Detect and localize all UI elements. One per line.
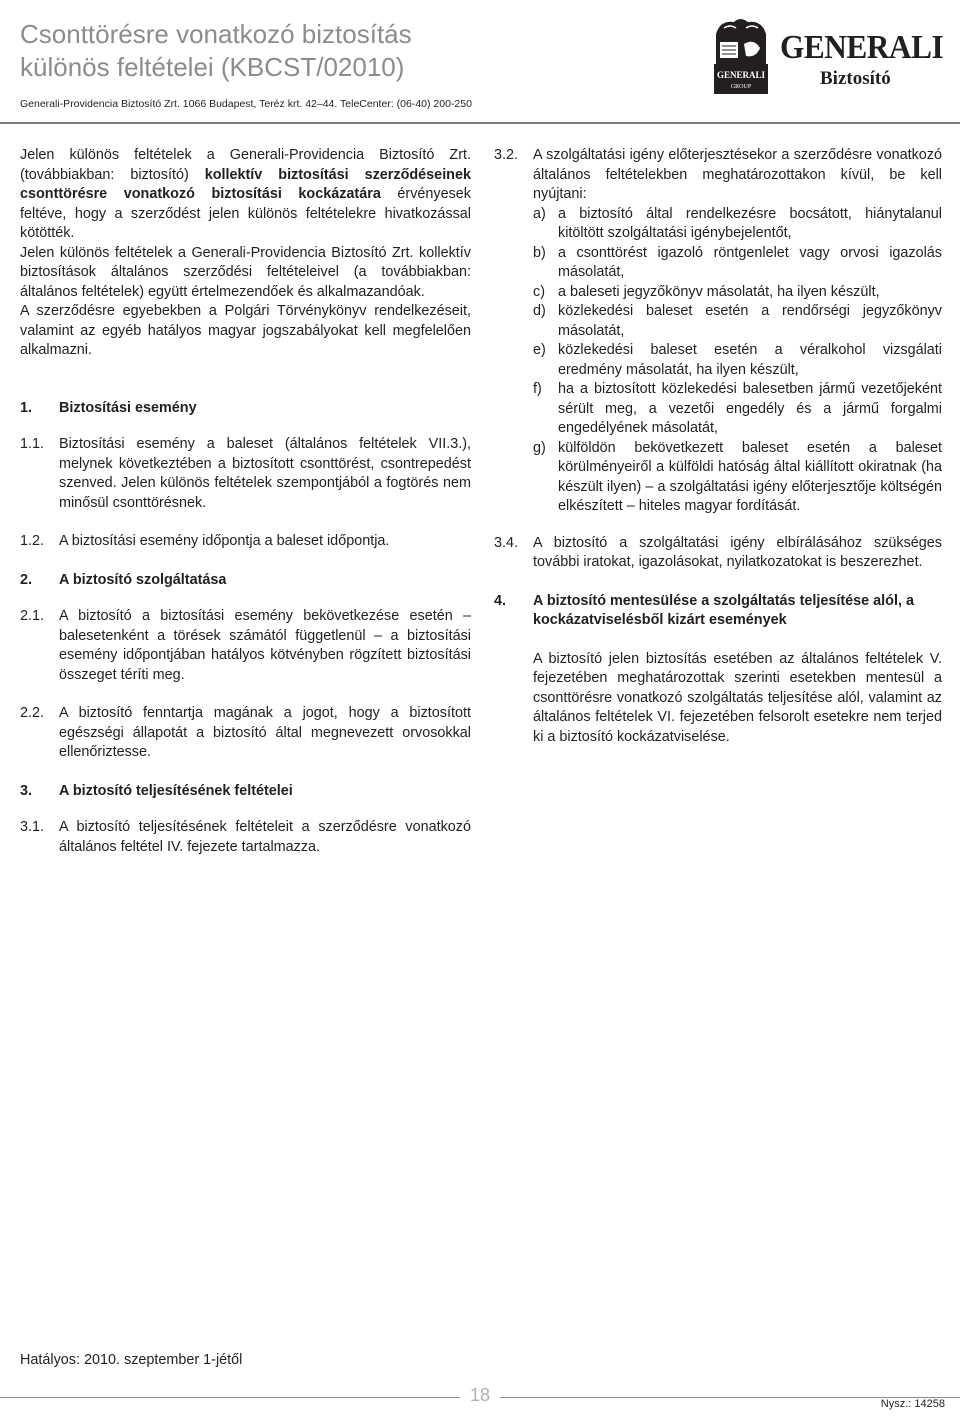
intro-paragraph-2: Jelen különös feltételek a Generali-Providencia Biztosító Zrt. kollektív biztosítások általános szerződési feltételeivel (a továbbiakban: általános feltételek) együtt értelmezendőek és alkalmazandóak. <box>20 244 471 300</box>
header-divider <box>0 122 960 124</box>
page-number: 18 <box>469 1385 491 1405</box>
company-address: Generali-Providencia Biztosító Zrt. 1066 Budapest, Teréz krt. 42–44. TeleCenter: (06-40) 200-250 <box>20 98 472 110</box>
intro-paragraph-3: A szerződésre egyebekben a Polgári Törvénykönyv rendelkezéseit, valamint az egyéb hatályos magyar jogszabályokat kell megfelelően alkalmazni. <box>20 303 471 358</box>
title-line-1: Csonttörésre vonatkozó biztosítás <box>20 19 412 49</box>
section-2-1: 2.1. A biztosító a biztosítási esemény bekövetkezése esetén – balesetenként a törések számától függetlenül – a biztosítási esemény időpontjában hatályos kötvényben rögzített biztosítási összeget téríti meg. <box>20 608 471 683</box>
logo-subtitle: Biztosító <box>820 68 891 89</box>
list-item: f) ha a biztosított közlekedési balesetben jármű vezetőjeként sérült meg, a vezetői engedély és a jármű forgalmi engedélyének másolatát, <box>533 381 942 436</box>
svg-text:GROUP: GROUP <box>730 84 752 90</box>
section-3-4: 3.4. A biztosító a szolgáltatási igény elbírálásához szükséges további iratokat, igazolásokat, nyilatkozatokat is beszerezhet. <box>494 534 942 570</box>
generali-logo <box>710 14 946 98</box>
lion-emblem-icon <box>710 14 772 96</box>
section-3-2: 3.2. A szolgáltatási igény előterjesztésekor a szerződésre vonatkozó általános feltételekben meghatározottakon kívül, be kell nyújtani: a) a biztosító által rendelkezésre bocsátott, hiánytalanul kitöltött szolgáltatási igénybejelentőt, b) a csonttörést igazoló röntgenlelet vagy orvosi igazolás másolatát, c) a baleseti jegyzőkönyv másolatát, ha ilyen készült, d) közlekedési baleset esetén a rendőrségi jegyzőkönyv másolatát, e) közlekedési baleset esetén a véralkohol vizsgálati eredmény másolatát, ha ilyen készült, f) ha a biztosított közlekedési balesetben jármű vezetőjeként sérült meg, a vezetői engedély és a jármű forgalmi engedélyének másolatát, g) külföldön bekövetkezett baleset esetén a baleset körülményeiről a külföldi hatóság által kiállított okiratnak (ha készült ilyen) – a szolgáltatási igény előterjesztője költségén elkészített – hiteles magyar fordítását. <box>494 146 942 517</box>
effective-date: Hatályos: 2010. szeptember 1-jétől <box>20 1352 243 1368</box>
section-3-1: 3.1. A biztosító teljesítésének feltételeit a szerződésre vonatkozó általános feltétel IV. fejezete tartalmazza. <box>20 819 471 855</box>
section-4-heading: 4. A biztosító mentesülése a szolgáltatás teljesítése alól, a kockázatviselésből kizárt események <box>494 592 914 628</box>
section-2-heading: 2. A biztosító szolgáltatása <box>20 571 227 588</box>
list-item: d) közlekedési baleset esetén a rendőrségi jegyzőkönyv másolatát, <box>533 303 942 339</box>
title-line-2: különös feltételei (KBCST/02010) <box>20 52 405 82</box>
registration-number: Nysz.: 14258 <box>880 1398 945 1410</box>
section-1-2: 1.2. A biztosítási esemény időpontja a baleset időpontja. <box>20 533 390 549</box>
section-4-body: A biztosító jelen biztosítás esetében az általános feltételek V. fejezetében meghatározottak szerinti esetekben mentesül a csonttörésre vonatkozó szolgáltatás teljesítése alól, valamint az általános feltételek VI. fejezetében felsorolt esetekre nem terjed ki a biztosító kockázatviselése. <box>533 650 942 745</box>
section-1-heading: 1. Biztosítási esemény <box>20 399 197 416</box>
svg-text:GENERALI: GENERALI <box>716 70 766 80</box>
section-2-2: 2.2. A biztosító fenntartja magának a jogot, hogy a biztosított egészségi állapotát a biztosító által megnevezett orvosokkal ellenőriztesse. <box>20 705 471 760</box>
section-1-1: 1.1. Biztosítási esemény a baleset (általános feltételek VII.3.), melynek következtében a biztosított csonttörést, csontrepedést szenved. Jelen különös feltételek szempontjából a fogtörés nem minősül csonttörésnek. <box>20 436 471 511</box>
right-column <box>494 146 942 747</box>
list-item: e) közlekedési baleset esetén a véralkohol vizsgálati eredmény másolatát, ha ilyen készült, <box>533 342 942 378</box>
section-3-heading: 3. A biztosító teljesítésének feltételei <box>20 782 293 799</box>
list-item: c) a baleseti jegyzőkönyv másolatát, ha ilyen készült, <box>533 283 880 300</box>
left-column <box>20 146 471 857</box>
list-item: g) külföldön bekövetkezett baleset esetén a baleset körülményeiről a külföldi hatóság által kiállított okiratnak (ha készült ilyen) – a szolgáltatási igény előterjesztője költségén elkészített – hiteles magyar fordítását. <box>533 439 942 514</box>
logo-wordmark: GENERALI <box>780 29 944 66</box>
intro-paragraph-1: Jelen különös feltételek a Generali-Providencia Biztosító Zrt. (továbbiakban: biztosító) kollektív biztosítási szerződéseinek csonttörésre vonatkozó biztosítási kockázatára érvényesek feltéve, hogy a szerződést jelen különös feltételekre hivatkozással kötötték. <box>20 147 471 241</box>
list-item: b) a csonttörést igazoló röntgenlelet vagy orvosi igazolás másolatát, <box>533 244 942 280</box>
section-3-2-text: A szolgáltatási igény előterjesztésekor a szerződésre vonatkozó általános feltételekben meghatározottakon kívül, be kell nyújtani: <box>533 147 942 202</box>
footer-divider-left <box>0 1397 460 1398</box>
list-item: a) a biztosító által rendelkezésre bocsátott, hiánytalanul kitöltött szolgáltatási igénybejelentőt, <box>533 205 942 241</box>
document-title <box>20 18 620 84</box>
